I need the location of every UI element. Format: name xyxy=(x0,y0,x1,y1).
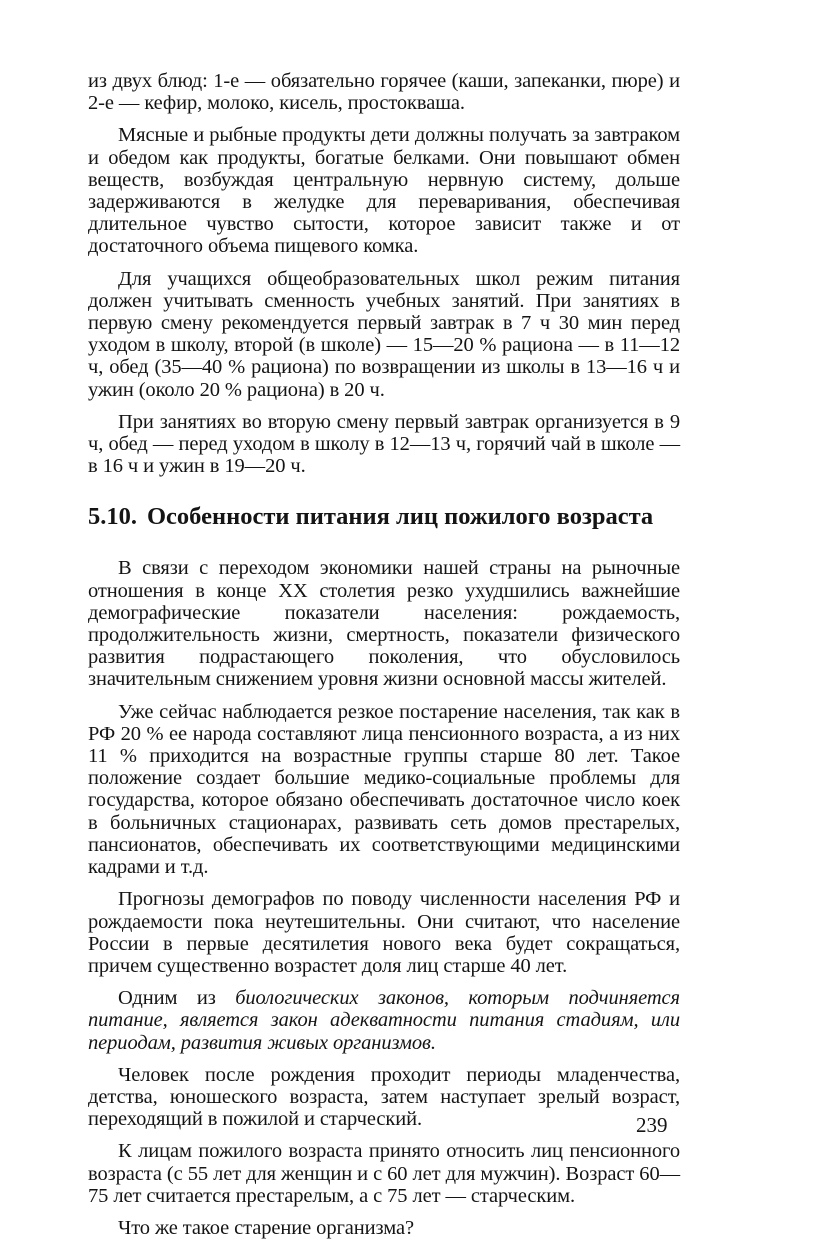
paragraph-forecasts: Прогнозы демографов по поводу численности населения РФ и рождаемости пока неутешительны. Они считают, что население России в первые десятилетия нового века будет сокращаться, причем существенно возрастет доля лиц старше 40 лет. xyxy=(88,888,680,977)
paragraph-life-periods: Человек после рождения проходит периоды младенчества, детства, юношеского возраста, затем наступает зрелый возраст, переходящий в пожилой и старческий. xyxy=(88,1063,680,1131)
section-title: Особенности питания лиц пожилого возраста xyxy=(147,503,654,531)
page-number: 239 xyxy=(636,1113,668,1137)
paragraph-meat-fish: Мясные и рыбные продукты дети должны получать за завтраком и обедом как продукты, богатые белками. Они повышают обмен веществ, возбуждая центральную нервную систему, дольше задерживаются в желудке для переваривания, обеспечивая длительное чувство сытости, которое зависит также и от достаточного объема пищевого комка. xyxy=(88,124,680,258)
paragraph-continued: из двух блюд: 1-е — обязательно горячее (каши, запеканки, пюре) и 2-е — кефир, молоко, кисель, простокваша. xyxy=(88,70,680,115)
page-body xyxy=(88,70,680,1239)
paragraph-biological-law-lead: Одним из xyxy=(118,987,216,1010)
paragraph-school-schedule: Для учащихся общеобразовательных школ режим питания должен учитывать сменность учебных занятий. При занятиях в первую смену рекомендуется первый завтрак в 7 ч 30 мин перед уходом в школу, второй (в школе) — 15—20 % рациона — в 11—12 ч, обед (35—40 % рациона) по возвращении из школы в 13—16 ч и ужин (около 20 % рациона) в 20 ч. xyxy=(88,267,680,401)
paragraph-biological-law-italic: биологических законов, которым подчиняется питание, является закон адекватности питания стадиям, или периодам, развития живых организмов. xyxy=(88,987,680,1054)
paragraph-question: Что же такое старение организма? xyxy=(118,1216,414,1239)
paragraph-second-shift: При занятиях во вторую смену первый завтрак организуется в 9 ч, обед — перед уходом в школу в 12—13 ч, горячий чай в школе — в 16 ч и ужин в 19—20 ч. xyxy=(88,410,680,478)
paragraph-aging-population: Уже сейчас наблюдается резкое постарение населения, так как в РФ 20 % ее народа составляют лица пенсионного возраста, а из них 11 % приходится на возрастные группы старше 80 лет. Такое положение создает большие медико-социальные проблемы для государства, которое обязано обеспечивать достаточное число коек в больничных стационарах, развивать сеть домов престарелых, пансионатов, обеспечивать их соответствующими медицинскими кадрами и т.д. xyxy=(88,700,680,879)
section-heading xyxy=(88,503,680,531)
paragraph-biological-law xyxy=(88,987,680,1054)
section-number: 5.10. xyxy=(88,503,137,531)
paragraph-demographics: В связи с переходом экономики нашей страны на рыночные отношения в конце XX столетия резко ухудшились важнейшие демографические показатели населения: рождаемость, продолжительность жизни, смертность, показатели физического развития подрастающего поколения, что обусловилось значительным снижением уровня жизни основной массы жителей. xyxy=(88,557,680,691)
paragraph-elderly-age: К лицам пожилого возраста принято относить лиц пенсионного возраста (с 55 лет для женщин и с 60 лет для мужчин). Возраст 60—75 лет считается престарелым, а с 75 лет — старческим. xyxy=(88,1140,680,1207)
